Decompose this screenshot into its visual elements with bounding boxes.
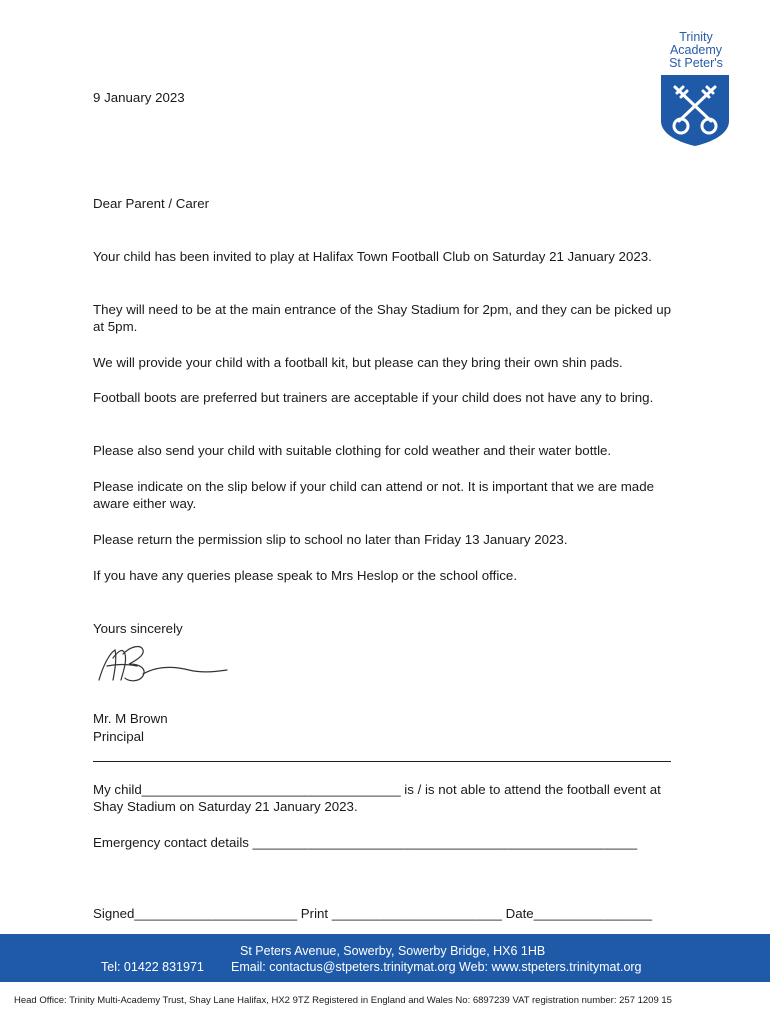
school-logo-text [646,31,746,70]
slip-emergency-contact: Emergency contact details ____________________________________________________ [93,835,638,850]
cut-line-divider [93,761,671,762]
paragraph-return: Please return the permission slip to school no later than Friday 13 January 2023. [93,532,568,547]
footer-address: St Peters Avenue, Sowerby, Sowerby Bridge, HX6 1HB [240,944,546,958]
paragraph-boots: Football boots are preferred but trainers are acceptable if your child does not have any to bring. [93,390,654,405]
head-office-details: Head Office: Trinity Multi-Academy Trust, Shay Lane Halifax, HX2 9TZ Registered in England and Wales No: 6897239 VAT registration number: 257 1209 15 [14,995,672,1006]
paragraph-invitation: Your child has been invited to play at Halifax Town Football Club on Saturday 21 January 2023. [93,249,652,264]
signer-title: Principal [93,729,144,744]
paragraph-arrival: They will need to be at the main entrance of the Shay Stadium for 2pm, and they can be picked up at 5pm. [93,302,672,334]
logo-line-2: Academy [669,43,723,57]
slip-child-line: My child___________________________________ is / is not able to attend the football event at Shay Stadium on Saturday 21 January 2023. [93,782,661,814]
crossed-keys-shield-icon [659,73,731,147]
paragraph-clothing: Please also send your child with suitable clothing for cold weather and their water bottle. [93,443,612,458]
letter-date: 9 January 2023 [93,90,185,105]
paragraph-kit: We will provide your child with a football kit, but please can they bring their own shin pads. [93,355,623,370]
closing: Yours sincerely [93,621,183,636]
footer-email-web: Email: contactus@stpeters.trinitymat.org Web: www.stpeters.trinitymat.org [231,960,642,974]
footer-telephone: Tel: 01422 831971 [101,960,204,974]
signer-name: Mr. M Brown [93,711,168,726]
logo-line-3: St Peter's [669,56,723,70]
slip-signature-line: Signed______________________ Print _______________________ Date________________ [93,906,653,921]
salutation: Dear Parent / Carer [93,196,210,211]
logo-line-1: Trinity [679,30,713,44]
paragraph-slip: Please indicate on the slip below if your child can attend or not. It is important that we are made aware either way. [93,479,654,511]
paragraph-queries: If you have any queries please speak to Mrs Heslop or the school office. [93,568,518,583]
footer-contact-band [0,934,770,982]
signature-image [93,636,233,692]
